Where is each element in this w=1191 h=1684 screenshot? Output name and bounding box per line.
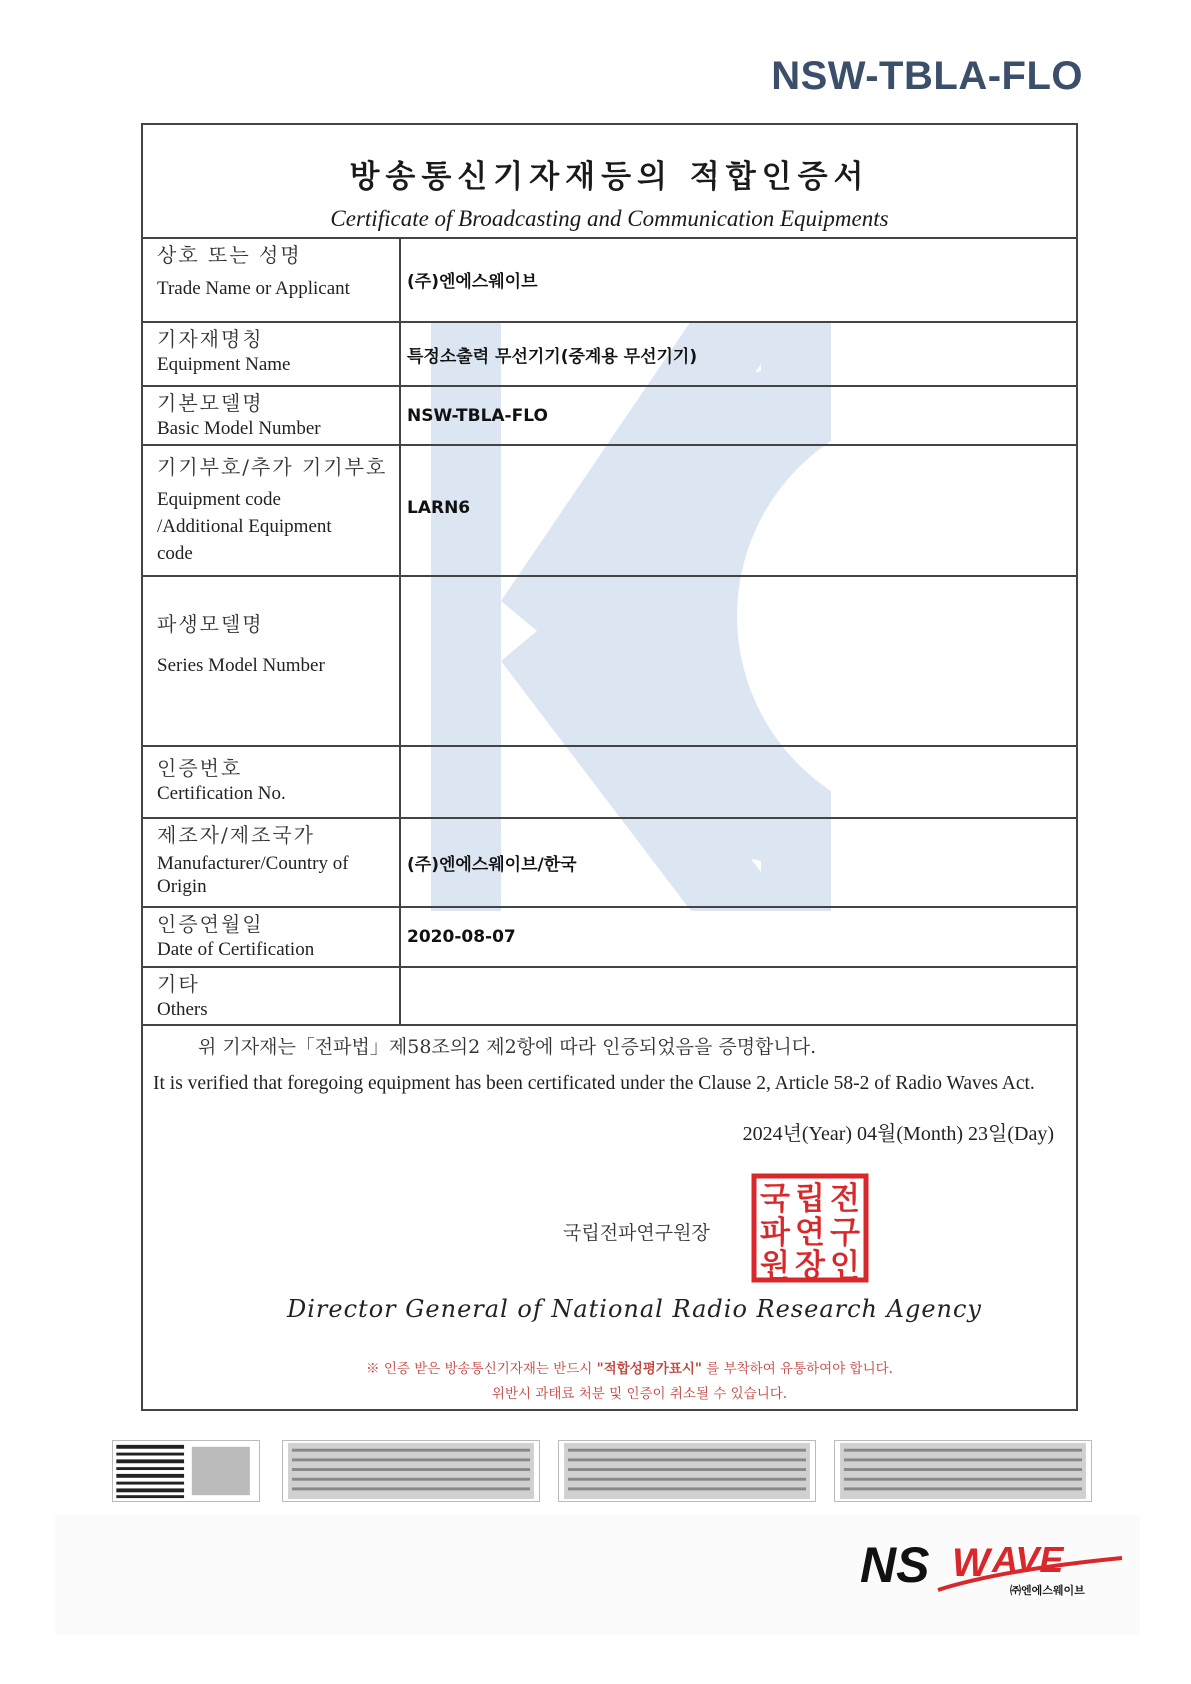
manufacturer-value: (주)엔에스웨이브/한국 [407,855,577,875]
label-en: Manufacturer/Country of Origin [157,853,349,897]
security-barcode-strip [0,1440,1191,1504]
ns-wave-logo [860,1530,1130,1600]
notice-highlight: "적합성평가표시" [596,1361,702,1377]
svg-text:W: W [952,1541,990,1585]
statement-ko: 위 기자재는「전파법」제58조의2 제2항에 따라 인증되었음을 증명합니다. [198,1036,817,1058]
svg-text:AVE: AVE [992,1539,1064,1580]
equipment-code-value: LARN6 [407,498,471,518]
row-certification-date [143,908,1076,968]
certificate-header [143,125,1076,239]
row-certification-no [143,747,1076,819]
series-model-value [401,577,1076,745]
label-en: Equipment Name [157,354,291,375]
row-label [143,577,401,745]
model-number-header: NSW-TBLA-FLO [771,54,1083,98]
row-basic-model [143,387,1076,446]
director-title-en: Director General of National Radio Research Agency [287,1295,982,1323]
barcode-2 [282,1440,540,1502]
row-trade-name [143,239,1076,323]
notice-line-2: 위반시 과태료 처분 및 인증이 취소될 수 있습니다. [491,1386,788,1402]
label-en: Others [157,999,208,1020]
svg-text:인: 인 [830,1248,860,1283]
label-en: Basic Model Number [157,418,321,439]
row-label [143,387,401,444]
label-ko: 기자재명칭 [157,327,264,351]
label-en: Trade Name or Applicant [157,278,350,299]
barcode-4 [834,1440,1092,1502]
label-ko: 기타 [157,972,200,996]
label-en: Certification No. [157,783,286,804]
statement-en: It is verified that foregoing equipment has been certificated under the Clause 2, Article 58-2 of Radio Waves Act. [153,1073,1035,1094]
svg-text:파: 파 [760,1215,790,1251]
svg-text:전: 전 [830,1181,860,1217]
certificate-document [141,123,1078,1411]
label-en: Date of Certification [157,939,315,960]
trade-name-value: (주)엔에스웨이브 [407,272,538,292]
row-series-model [143,577,1076,747]
others-value [401,968,1076,1024]
label-ko: 인증번호 [157,756,243,780]
barcode-1 [112,1440,260,1502]
svg-text:원: 원 [760,1248,790,1283]
svg-text:립: 립 [795,1181,825,1217]
row-label [143,908,401,966]
equipment-name-value: 특정소출력 무선기기(중계용 무선기기) [407,346,698,367]
label-ko: 인증연월일 [157,912,264,936]
barcode-3 [558,1440,816,1502]
basic-model-value: NSW-TBLA-FLO [407,405,548,426]
row-label [143,323,401,385]
row-equipment-name [143,323,1076,387]
notice-prefix: ※ 인증 받은 방송통신기자재는 반드시 [366,1361,593,1377]
certificate-title-en: Certificate of Broadcasting and Communication Equipments [330,206,889,231]
label-ko: 기본모델명 [157,391,264,415]
row-label [143,968,401,1024]
svg-text:㈜엔에스웨이브: ㈜엔에스웨이브 [1010,1584,1085,1597]
row-label [143,446,401,575]
certificate-title-ko: 방송통신기자재등의 적합인증서 [349,159,870,195]
svg-text:연: 연 [795,1215,825,1251]
row-others [143,968,1076,1026]
certification-no-value [401,747,1076,817]
issue-date: 2024년(Year) 04월(Month) 23일(Day) [742,1123,1054,1145]
label-ko: 상호 또는 성명 [157,243,302,267]
svg-text:장: 장 [795,1248,825,1283]
official-seal-stamp [751,1173,869,1283]
label-ko: 기기부호/추가 기기부호 [157,455,388,479]
svg-text:국: 국 [760,1181,790,1217]
row-label [143,747,401,817]
svg-text:구: 구 [830,1215,860,1251]
label-ko: 제조자/제조국가 [157,823,315,847]
certification-date-value: 2020-08-07 [407,927,516,947]
svg-text:NS: NS [860,1537,930,1593]
certification-statement [143,1026,1076,1146]
notice-suffix: 를 부착하여 유통하여야 합니다. [706,1361,893,1377]
row-label [143,819,401,906]
notice-line-1 [143,1357,1076,1377]
label-en: Equipment code /Additional Equipment code [157,489,332,564]
row-equipment-code [143,446,1076,577]
row-label [143,239,401,321]
row-manufacturer [143,819,1076,908]
label-en: Series Model Number [157,655,325,676]
label-ko: 파생모델명 [157,612,264,636]
agency-name-ko: 국립전파연구원장 [563,1222,710,1244]
